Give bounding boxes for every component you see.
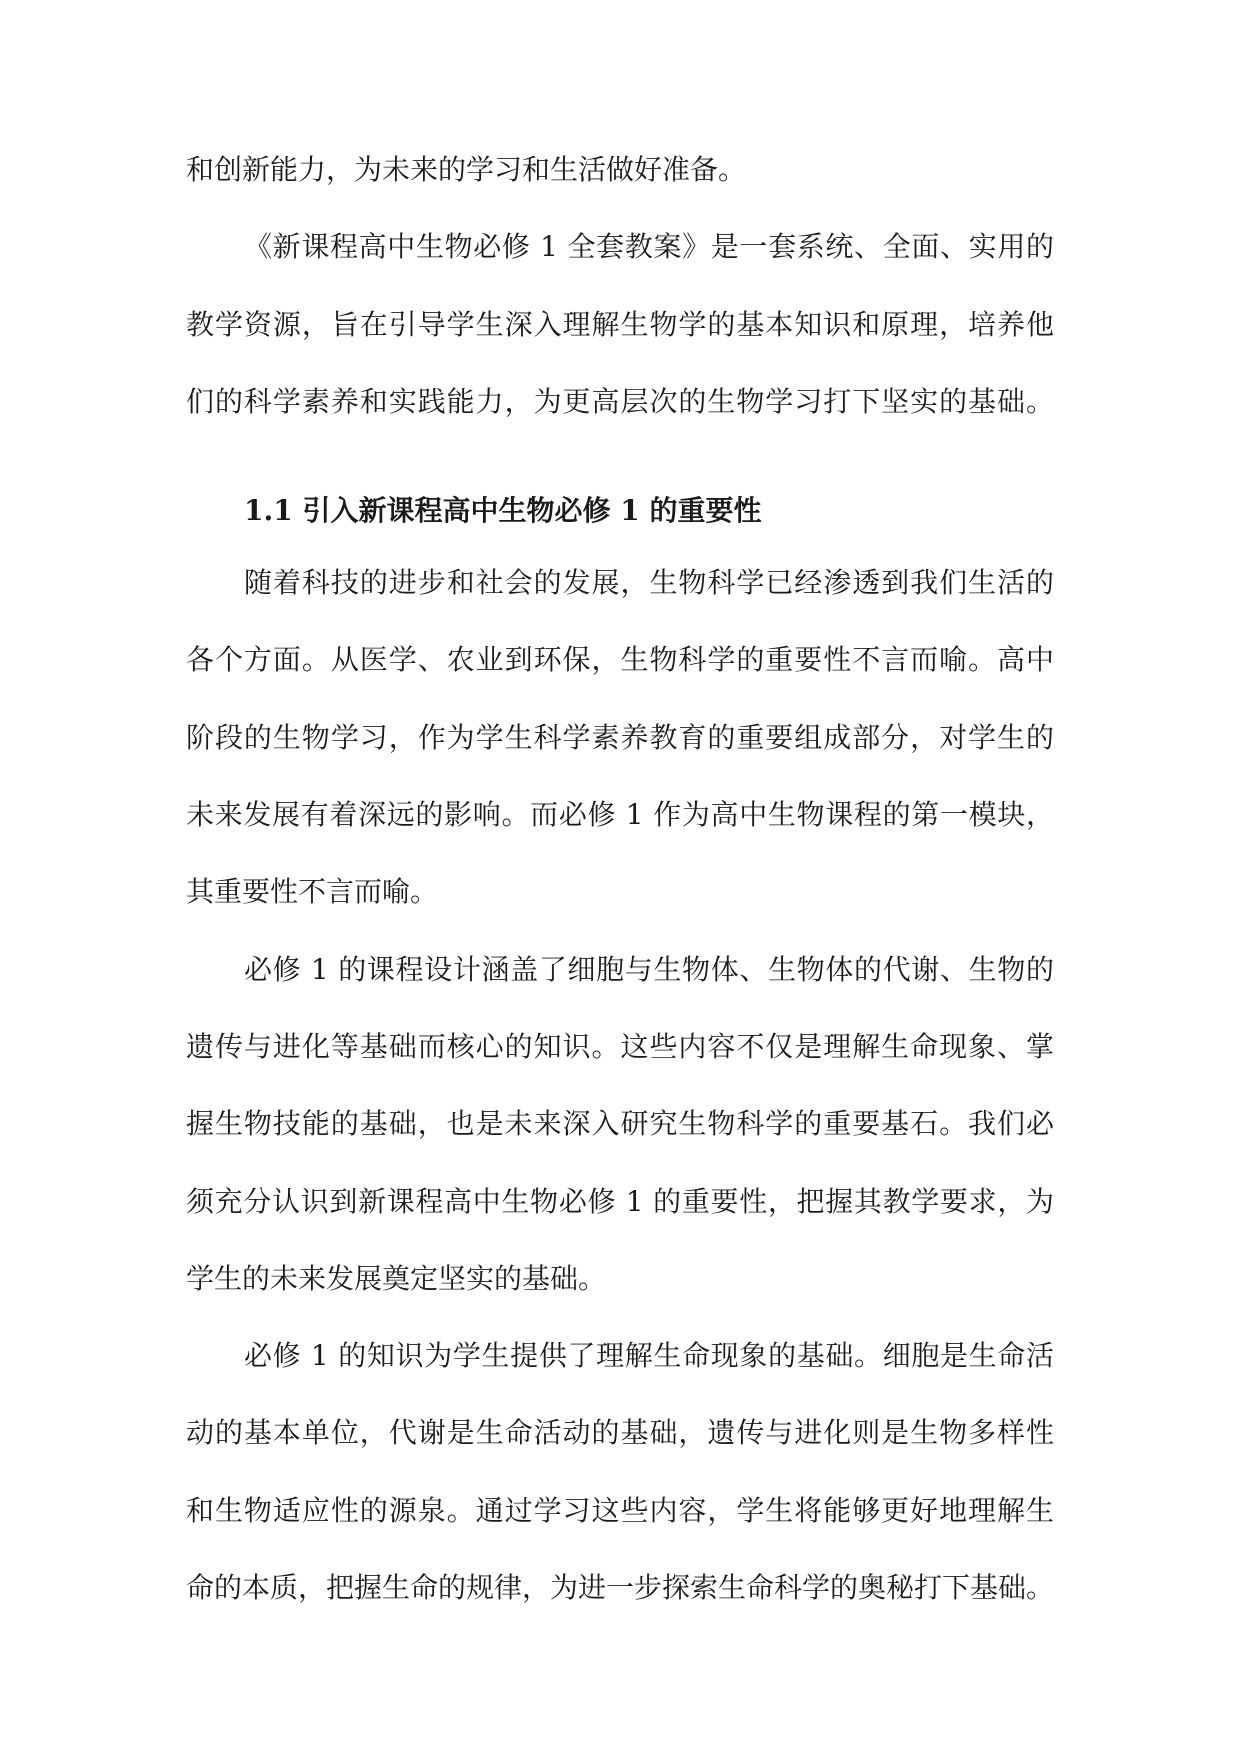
paragraph-line: 们的科学素养和实践能力，为更高层次的生物学习打下坚实的基础。 bbox=[186, 384, 1054, 418]
paragraph-line: 握生物技能的基础，也是未来深入研究生物科学的重要基石。我们必 bbox=[186, 1107, 1054, 1141]
paragraph-line: 未来发展有着深远的影响。而必修 1 作为高中生物课程的第一模块， bbox=[186, 798, 1054, 832]
paragraph-line: 和创新能力，为未来的学习和生活做好准备。 bbox=[186, 153, 747, 186]
document-body bbox=[186, 145, 1054, 1640]
paragraph-line: 必修 1 的课程设计涵盖了细胞与生物体、生物体的代谢、生物的 bbox=[244, 952, 1054, 986]
paragraph-line: 各个方面。从医学、农业到环保，生物科学的重要性不言而喻。高中 bbox=[186, 643, 1054, 677]
paragraph-line: 《新课程高中生物必修 1 全套教案》是一套系统、全面、实用的 bbox=[244, 230, 1054, 264]
paragraph-line: 和生物适应性的源泉。通过学习这些内容，学生将能够更好地理解生 bbox=[186, 1493, 1054, 1527]
paragraph-line: 随着科技的进步和社会的发展，生物科学已经渗透到我们生活的 bbox=[244, 566, 1054, 600]
paragraph-line: 命的本质，把握生命的规律，为进一步探索生命科学的奥秘打下基础。 bbox=[186, 1571, 1055, 1605]
paragraph-line: 阶段的生物学习，作为学生科学素养教育的重要组成部分，对学生的 bbox=[186, 720, 1054, 754]
section-heading: 1.1 引入新课程高中生物必修 1 的重要性 bbox=[244, 494, 762, 528]
paragraph-line: 教学资源，旨在引导学生深入理解生物学的基本知识和原理，培养他 bbox=[186, 307, 1054, 341]
paragraph-line: 须充分认识到新课程高中生物必修 1 的重要性，把握其教学要求，为 bbox=[186, 1184, 1054, 1218]
paragraph-line: 必修 1 的知识为学生提供了理解生命现象的基础。细胞是生命活 bbox=[244, 1339, 1054, 1373]
paragraph-line: 其重要性不言而喻。 bbox=[186, 875, 439, 909]
paragraph-line: 学生的未来发展奠定坚实的基础。 bbox=[186, 1261, 607, 1295]
paragraph-line: 动的基本单位，代谢是生命活动的基础，遗传与进化则是生物多样性 bbox=[186, 1416, 1054, 1450]
paragraph-line: 遗传与进化等基础而核心的知识。这些内容不仅是理解生命现象、掌 bbox=[186, 1029, 1054, 1063]
